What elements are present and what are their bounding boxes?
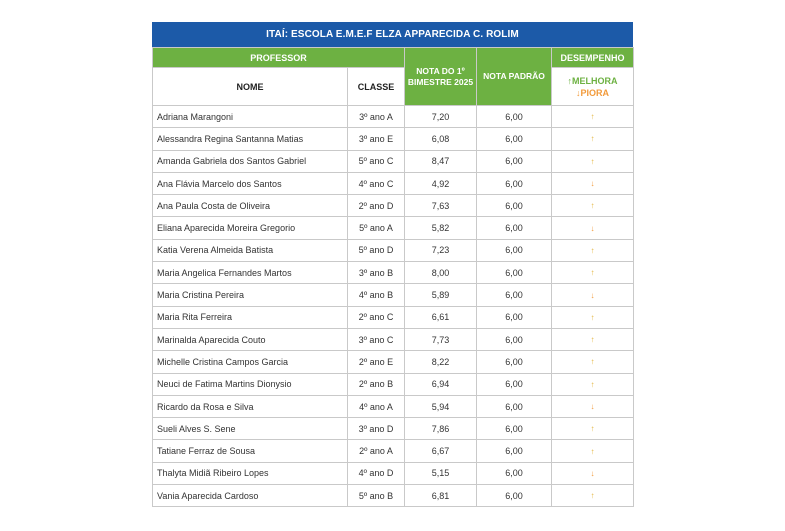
arrow-up-icon: ↑	[552, 150, 634, 172]
class-cell: 3º ano B	[348, 262, 405, 284]
nota-padrao-cell: 6,00	[477, 351, 552, 373]
nota-padrao-cell: 6,00	[477, 150, 552, 172]
teacher-name-cell: Michelle Cristina Campos Garcia	[153, 351, 348, 373]
nota-bimestre-cell: 8,47	[405, 150, 477, 172]
arrow-up-icon: ↑	[552, 485, 634, 507]
table-row	[153, 284, 634, 306]
class-cell: 5º ano A	[348, 217, 405, 239]
nota-padrao-cell: 6,00	[477, 195, 552, 217]
arrow-up-icon: ↑	[552, 239, 634, 261]
nota-padrao-cell: 6,00	[477, 373, 552, 395]
header-nota-padrao: NOTA PADRÃO	[477, 48, 552, 106]
nota-bimestre-cell: 6,61	[405, 306, 477, 328]
nota-bimestre-cell: 5,94	[405, 395, 477, 417]
arrow-down-icon: ↓	[552, 395, 634, 417]
table-row	[153, 239, 634, 261]
teacher-name-cell: Adriana Marangoni	[153, 106, 348, 128]
table-row	[153, 172, 634, 194]
results-table-panel	[152, 22, 633, 507]
teacher-name-cell: Katia Verena Almeida Batista	[153, 239, 348, 261]
class-cell: 3º ano E	[348, 128, 405, 150]
nota-bimestre-cell: 7,20	[405, 106, 477, 128]
class-cell: 5º ano D	[348, 239, 405, 261]
arrow-down-icon: ↓	[552, 284, 634, 306]
arrow-up-icon: ↑	[552, 328, 634, 350]
teacher-name-cell: Eliana Aparecida Moreira Gregorio	[153, 217, 348, 239]
nota-bimestre-cell: 8,22	[405, 351, 477, 373]
table-row	[153, 106, 634, 128]
arrow-up-icon: ↑	[552, 418, 634, 440]
arrow-down-icon: ↓	[552, 172, 634, 194]
class-cell: 5º ano C	[348, 150, 405, 172]
class-cell: 2º ano C	[348, 306, 405, 328]
table-row	[153, 440, 634, 462]
nota-padrao-cell: 6,00	[477, 217, 552, 239]
table-row	[153, 195, 634, 217]
arrow-up-icon: ↑	[552, 351, 634, 373]
class-cell: 5º ano B	[348, 485, 405, 507]
table-row	[153, 262, 634, 284]
table-row	[153, 395, 634, 417]
nota-padrao-cell: 6,00	[477, 306, 552, 328]
table-title: ITAÍ: ESCOLA E.M.E.F ELZA APPARECIDA C. ROLIM	[152, 22, 633, 47]
table-row	[153, 418, 634, 440]
nota-padrao-cell: 6,00	[477, 485, 552, 507]
arrow-up-icon: ↑	[552, 262, 634, 284]
nota-bimestre-cell: 7,86	[405, 418, 477, 440]
teacher-name-cell: Thalyta Midiã Ribeiro Lopes	[153, 462, 348, 484]
nota-padrao-cell: 6,00	[477, 262, 552, 284]
desempenho-legend	[552, 68, 634, 106]
class-cell: 4º ano C	[348, 172, 405, 194]
nota-padrao-cell: 6,00	[477, 418, 552, 440]
table-row	[153, 328, 634, 350]
header-nome: NOME	[153, 68, 348, 106]
arrow-down-icon: ↓	[552, 462, 634, 484]
teacher-name-cell: Ana Paula Costa de Oliveira	[153, 195, 348, 217]
nota-bimestre-cell: 4,92	[405, 172, 477, 194]
teacher-name-cell: Maria Angelica Fernandes Martos	[153, 262, 348, 284]
nota-padrao-cell: 6,00	[477, 172, 552, 194]
header-desempenho: DESEMPENHO	[552, 48, 634, 68]
class-cell: 3º ano A	[348, 106, 405, 128]
class-cell: 3º ano C	[348, 328, 405, 350]
nota-padrao-cell: 6,00	[477, 440, 552, 462]
nota-bimestre-cell: 6,81	[405, 485, 477, 507]
arrow-up-icon: ↑	[552, 106, 634, 128]
table-row	[153, 217, 634, 239]
nota-bimestre-cell: 7,23	[405, 239, 477, 261]
nota-padrao-cell: 6,00	[477, 395, 552, 417]
table-row	[153, 128, 634, 150]
arrow-up-icon: ↑	[552, 128, 634, 150]
class-cell: 2º ano D	[348, 195, 405, 217]
results-table	[152, 47, 634, 507]
nota-padrao-cell: 6,00	[477, 462, 552, 484]
legend-piora: ↓PIORA	[576, 87, 610, 98]
teacher-name-cell: Tatiane Ferraz de Sousa	[153, 440, 348, 462]
nota-padrao-cell: 6,00	[477, 284, 552, 306]
header-professor: PROFESSOR	[153, 48, 405, 68]
arrow-down-icon: ↓	[552, 217, 634, 239]
arrow-up-icon: ↑	[552, 373, 634, 395]
teacher-name-cell: Neuci de Fatima Martins Dionysio	[153, 373, 348, 395]
teacher-name-cell: Vania Aparecida Cardoso	[153, 485, 348, 507]
class-cell: 4º ano D	[348, 462, 405, 484]
teacher-name-cell: Alessandra Regina Santanna Matias	[153, 128, 348, 150]
nota-padrao-cell: 6,00	[477, 328, 552, 350]
arrow-up-icon: ↑	[552, 306, 634, 328]
class-cell: 2º ano B	[348, 373, 405, 395]
nota-bimestre-cell: 5,15	[405, 462, 477, 484]
teacher-name-cell: Marinalda Aparecida Couto	[153, 328, 348, 350]
nota-bimestre-cell: 5,89	[405, 284, 477, 306]
nota-padrao-cell: 6,00	[477, 106, 552, 128]
teacher-name-cell: Maria Rita Ferreira	[153, 306, 348, 328]
header-nota-bimestre: NOTA DO 1º BIMESTRE 2025	[405, 48, 477, 106]
legend-melhora: ↑MELHORA	[567, 75, 618, 86]
nota-bimestre-cell: 6,67	[405, 440, 477, 462]
nota-padrao-cell: 6,00	[477, 239, 552, 261]
teacher-name-cell: Sueli Alves S. Sene	[153, 418, 348, 440]
nota-padrao-cell: 6,00	[477, 128, 552, 150]
table-row	[153, 150, 634, 172]
teacher-name-cell: Maria Cristina Pereira	[153, 284, 348, 306]
arrow-up-icon: ↑	[552, 440, 634, 462]
class-cell: 2º ano E	[348, 351, 405, 373]
table-row	[153, 462, 634, 484]
nota-bimestre-cell: 8,00	[405, 262, 477, 284]
teacher-name-cell: Ricardo da Rosa e Silva	[153, 395, 348, 417]
table-row	[153, 373, 634, 395]
class-cell: 2º ano A	[348, 440, 405, 462]
header-classe: CLASSE	[348, 68, 405, 106]
table-row	[153, 485, 634, 507]
class-cell: 4º ano B	[348, 284, 405, 306]
class-cell: 4º ano A	[348, 395, 405, 417]
nota-bimestre-cell: 7,63	[405, 195, 477, 217]
table-row	[153, 306, 634, 328]
arrow-up-icon: ↑	[552, 195, 634, 217]
nota-bimestre-cell: 7,73	[405, 328, 477, 350]
table-row	[153, 351, 634, 373]
nota-bimestre-cell: 6,08	[405, 128, 477, 150]
class-cell: 3º ano D	[348, 418, 405, 440]
teacher-name-cell: Amanda Gabriela dos Santos Gabriel	[153, 150, 348, 172]
nota-bimestre-cell: 6,94	[405, 373, 477, 395]
nota-bimestre-cell: 5,82	[405, 217, 477, 239]
teacher-name-cell: Ana Flávia Marcelo dos Santos	[153, 172, 348, 194]
table-body	[153, 106, 634, 507]
